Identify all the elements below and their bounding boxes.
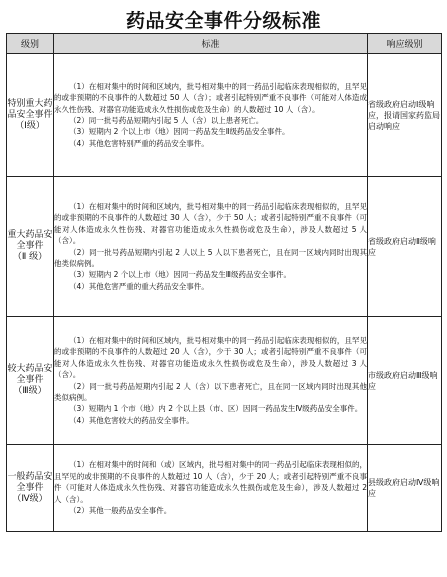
level-name: 一般药品安全事件	[7, 471, 53, 493]
table-row-level-2	[7, 177, 442, 317]
level-code: （Ⅱ 级）	[12, 252, 48, 262]
level-code: （Ⅲ级）	[13, 386, 47, 396]
level-code: （Ⅳ级）	[12, 493, 48, 504]
table-row-level-1	[7, 54, 442, 177]
level-name: 特别重大药品安全事件	[7, 98, 53, 120]
criteria-item: （3）短期内 2 个以上市（地）因同一药品发生Ⅱ级药品安全事件。	[69, 127, 290, 137]
criteria-cell	[54, 177, 368, 317]
header-level: 级别	[7, 34, 54, 54]
criteria-item: （4）其他危害严重的重大药品安全事件。	[69, 281, 209, 291]
criteria-item: （2）同一批号药品短期内引起 2 人（含）以下患者死亡，且在同一区域内同时出现其他类似病例。	[54, 381, 367, 402]
page-title: 药品安全事件分级标准	[125, 10, 321, 32]
criteria-item: （1）在相对集中的时间和区域内，批号相对集中的同一药品引起临床表现相似的，且罕见的或非预期的不良事件的人数超过 50 人（含）；或者引起特别严重不良事件（可能对人体造成永久性伤残、对器官功能造成永久性损伤或危及生命）的人数超过 10 人（含）。	[54, 81, 367, 114]
criteria-cell	[54, 317, 368, 445]
criteria-item: （1）在相对集中的时间和（或）区域内，批号相对集中的同一药品引起临床表现相似的，且罕见的或非预期的不良事件的人数超过 10 人（含），少于 20 人；或者引起特别严重不良事件（可能对人体造成永久性伤残、对器官功能造成永久性损伤或危及生命），涉及人数超过 2 人（含）。	[54, 460, 367, 504]
response-cell: 省级政府启动Ⅱ级响应	[368, 177, 442, 317]
criteria-item: （4）其他危害较大的药品安全事件。	[69, 415, 194, 425]
table-header-row	[7, 34, 442, 54]
criteria-cell	[54, 445, 368, 532]
level-cell	[7, 54, 54, 177]
level-name: 较大药品安全事件	[7, 364, 53, 385]
criteria-item: （1）在相对集中的时间和区域内，批号相对集中的同一药品引起临床表现相似的，且罕见的或非预期的不良事件的人数超过 30 人（含），少于 50 人；或者引起特别严重不良事件（可能对人体造成永久性伤残、对器官功能造成永久性损伤或危及生命），涉及人数超过 5 人（含）。	[54, 201, 367, 246]
header-criteria: 标准	[54, 34, 368, 54]
criteria-item: （1）在相对集中的时间和区域内，批号相对集中的同一药品引起临床表现相似的，且罕见的或非预期的不良事件的人数超过 20 人（含），少于 30 人；或者引起特别严重不良事件（可能对人体造成永久性伤残、对器官功能造成永久性损伤或危及生命），涉及人数超过 3 人（含）。	[54, 335, 367, 380]
grading-table	[6, 33, 442, 532]
criteria-item: （3）短期内 2 个以上市（地）因同一药品发生Ⅲ级药品安全事件。	[69, 270, 291, 280]
response-cell: 市级政府启动Ⅲ级响应	[368, 317, 442, 445]
criteria-cell	[54, 54, 368, 177]
level-name: 重大药品安全事件	[7, 230, 53, 251]
level-cell	[7, 317, 54, 445]
criteria-item: （3）短期内 1 个市（地）内 2 个以上县（市、区）因同一药品发生Ⅳ级药品安全事件。	[69, 404, 363, 414]
response-cell: 省级政府启动Ⅰ级响应，报请国家药监局启动响应	[368, 54, 442, 177]
level-cell	[7, 445, 54, 532]
criteria-item: （2）同一批号药品短期内引起 2 人以上 5 人以下患者死亡，且在同一区域内同时出现其他类似病例。	[54, 247, 367, 268]
header-response: 响应级别	[368, 34, 442, 54]
criteria-item: （2）其他一般药品安全事件。	[69, 506, 172, 516]
level-code: （Ⅰ级）	[15, 120, 45, 131]
table-row-level-3	[7, 317, 442, 445]
criteria-item: （2）同一批号药品短期内引起 5 人（含）以上患者死亡。	[69, 116, 264, 125]
response-cell: 县级政府启动Ⅳ级响应	[368, 445, 442, 532]
level-cell	[7, 177, 54, 317]
criteria-item: （4）其他危害特别严重的药品安全事件。	[69, 138, 209, 148]
table-row-level-4	[7, 445, 442, 532]
